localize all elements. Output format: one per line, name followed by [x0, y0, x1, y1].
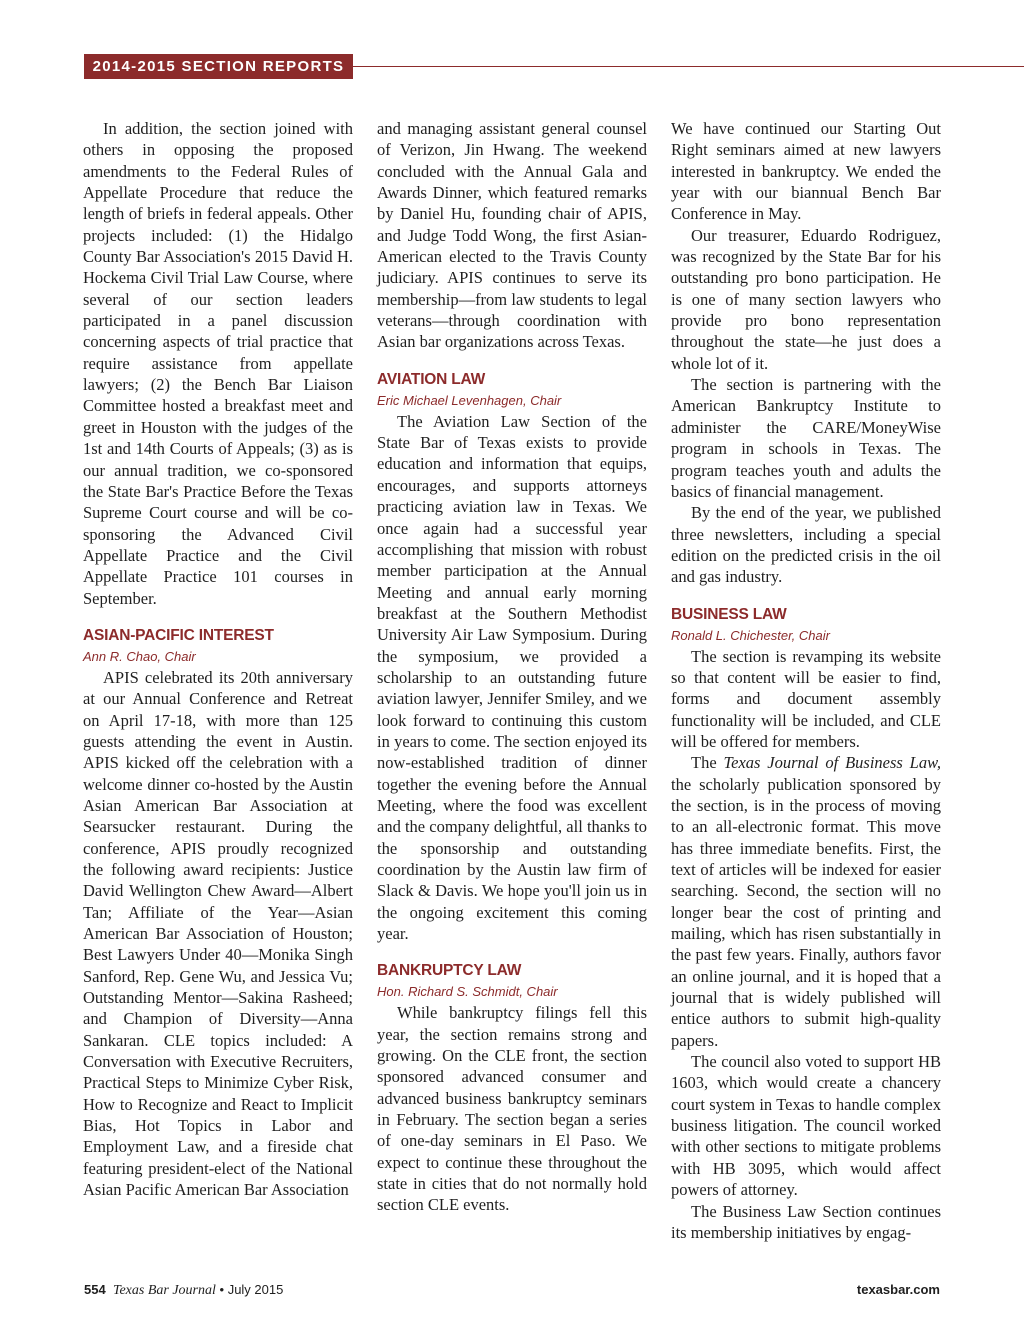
footer-website[interactable]: texasbar.com — [856, 1282, 940, 1297]
bankruptcy-paragraph-4: By the end of the year, we published three newsletters, including a special edition on the predicted crisis in the oil and gas industry. — [671, 503, 941, 587]
asian-pacific-body: APIS celebrated its 20th anniversary at our Annual Conference and Retreat on April 17-18, with more than 125 guests attending the event in Austin. APIS kicked off the celebration with a welcome dinner co-hosted by the Austin Asian American Bar Association at Searsucker restaurant. During the conference, APIS proudly recognized the following award recipients: Justice David Wellington Chew Award—Albert Tan; Affiliate of the Year—Asian American Bar Association of Houston; Best Lawyers Under 40—Monika Singh Sanford, Rep. Gene Wu, and Jessica Vu; Outstanding Mentor—Sakina Rasheed; and Champion of Diversity—Anna Sankaran. CLE topics included: A Conversation with Executive Recruiters, Practical Steps to Minimize Cyber Risk, How to Recognize and React to Implicit Bias, Hot Topics in Labor and Employment Law, and a fireside chat featuring president-elect of the National Asian Pacific American Bar Association — [83, 667, 353, 1200]
business-p2-rest: the scholarly publication sponsored by the section, is in the process of moving to an all-electronic format. This move has three immediate benefits. First, the text of articles will be indexed for easier searching. Second, the section will no longer bear the cost of printing and mailing, which has risen substantially in the past few years. Finally, authors favor an online journal, and it is hoped that a journal that is widely published will entice authors to submit high-quality papers. — [671, 774, 941, 1050]
bankruptcy-paragraph-2: Our treasurer, Eduardo Rodriguez, was recognized by the State Bar for his outstanding pro bono participation. He is one of many section lawyers who provide pro bono representation throughout the state—he just does a whole lot of it. — [671, 225, 941, 373]
apis-continuation: and managing assistant general counsel of Verizon, Jin Hwang. The weekend concluded with the Annual Gala and Awards Dinner, which featured remarks by Daniel Hu, founding chair of APIS, and Judge Todd Wong, the first Asian-American elected to the Travis County judiciary. APIS continues to serve its membership—from law students to legal veterans—through coordination with Asian bar organizations across Texas. — [377, 119, 647, 352]
intro-paragraph: In addition, the section joined with others in opposing the proposed amendments to the Federal Rules of Appellate Procedure that reduce the length of briefs in federal appeals. Other projects included: (1) the Hidalgo County Bar Association's 2015 David H. Hockema Civil Trial Law Course, where several of our section leaders participated in a panel discussion concerning aspects of trial practice that require assistance from appellate lawyers; (2) the Bench Bar Liaison Committee hosted a breakfast meet and greet in Houston with the judges of the 1st and 14th Courts of Appeals; (3) as is our annual tradition, we co-sponsored the State Bar's Practice Before the Texas Supreme Court course and will be co-sponsoring the Advanced Civil Appellate Practice and the Civil Appellate Practice 101 courses in September. — [83, 119, 353, 608]
business-p2-lead: The — [691, 753, 724, 773]
bankruptcy-paragraph-1: We have continued our Starting Out Right seminars aimed at new lawyers interested in bankruptcy. We ended the year with our biannual Bench Bar Conference in May. — [671, 119, 941, 224]
asian-pacific-heading: ASIAN-PACIFIC INTEREST — [83, 626, 274, 644]
business-law-chair: Ronald L. Chichester, Chair — [671, 627, 830, 643]
bankruptcy-law-chair: Hon. Richard S. Schmidt, Chair — [377, 984, 558, 1000]
business-law-paragraph-1: The section is revamping its website so that content will be easier to find, forms and document assembly functionality will be included, and CLE will be offered for members. — [671, 646, 941, 751]
business-law-paragraph-3: The council also voted to support HB 1603, which would create a chancery court system in Texas to handle complex business litigation. The council worked with other sections to mitigate problems with HB 3095, which would affect powers of attorney. — [671, 1052, 941, 1200]
journal-name: Texas Bar Journal — [112, 1283, 216, 1298]
page-number: 554 — [84, 1282, 106, 1297]
column-1 — [83, 118, 353, 1201]
column-2 — [377, 118, 647, 1216]
bankruptcy-paragraph-3: The section is partnering with the American Bankruptcy Institute to administer the CARE/MoneyWise program in schools in Texas. The program teaches youth and adults the basics of financial management. — [671, 375, 941, 501]
aviation-law-chair: Eric Michael Levenhagen, Chair — [377, 392, 562, 408]
issue-date: July 2015 — [227, 1282, 284, 1297]
business-law-heading: BUSINESS LAW — [671, 605, 787, 623]
journal-title: Texas Journal of Business Law, — [723, 753, 941, 773]
aviation-law-heading: AVIATION LAW — [377, 370, 486, 388]
footer-left — [84, 1282, 283, 1299]
section-reports-tab: 2014-2015 SECTION REPORTS — [84, 54, 353, 79]
header-rule — [353, 66, 1024, 67]
bankruptcy-law-body: While bankruptcy filings fell this year, the section remains strong and growing. On the CLE front, the section sponsored advanced consumer and advanced business bankruptcy seminars in February. The section began a series of one-day seminars in El Paso. We expect to continue these throughout the state in cities that do not normally hold section CLE events. — [377, 1003, 647, 1215]
business-law-paragraph-4: The Business Law Section continues its membership initiatives by engag- — [671, 1201, 941, 1242]
bankruptcy-law-heading: BANKRUPTCY LAW — [377, 962, 522, 980]
business-law-paragraph-2 — [671, 752, 941, 1051]
asian-pacific-chair: Ann R. Chao, Chair — [83, 648, 196, 664]
column-3 — [671, 118, 941, 1243]
aviation-law-body: The Aviation Law Section of the State Bar of Texas exists to provide education and information that equips, encourages, and supports attorneys practicing aviation law in Texas. We once again had a successful year accomplishing that mission with robust member participation at the Annual Meeting and annual early morning breakfast at the Southern Methodist University Air Law Symposium. During the symposium, we provided a scholarship to an outstanding future aviation lawyer, Jennifer Smiley, and we look forward to continuing this custom in years to come. The section enjoyed its now-established tradition of dinner together the evening before the Annual Meeting, where the food was excellent and the company delightful, all thanks to the sponsorship and outstanding coordination by the Austin law firm of Slack & Davis. We hope you'll join us in the ongoing excitement this coming year. — [377, 411, 647, 944]
footer-bullet: • — [219, 1282, 225, 1297]
